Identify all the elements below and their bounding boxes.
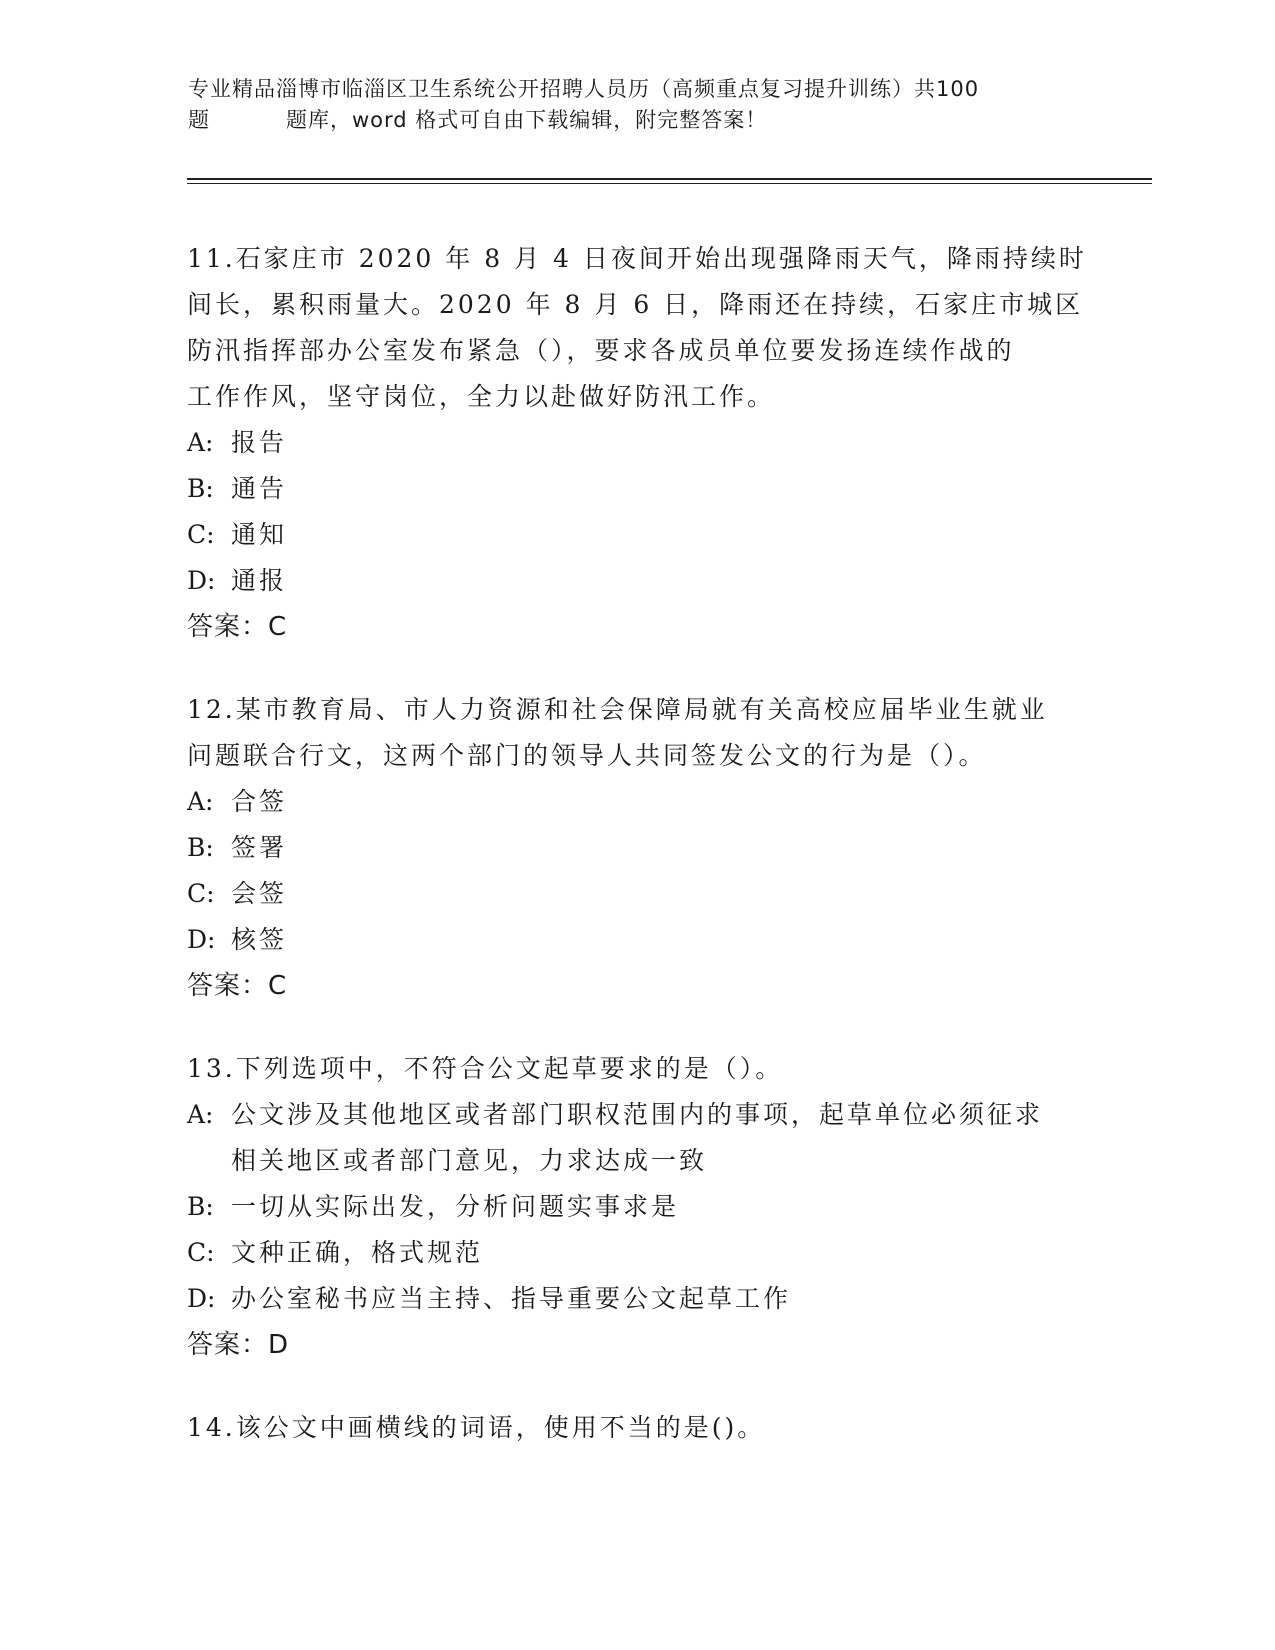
question-stem-line: 防汛指挥部办公室发布紧急（），要求各成员单位要发扬连续作战的 bbox=[187, 336, 1015, 365]
option-text: 报告 bbox=[231, 428, 288, 457]
option-text: 相关地区或者部门意见，力求达成一致 bbox=[231, 1146, 708, 1175]
option-letter: B: bbox=[187, 833, 214, 862]
answer-key: 答案：C bbox=[187, 971, 288, 1001]
answer-key: 答案：D bbox=[187, 1330, 290, 1360]
header-gap bbox=[210, 105, 286, 136]
answer-option bbox=[187, 466, 1087, 512]
answer-option bbox=[187, 779, 1087, 825]
answer-option bbox=[187, 871, 1087, 917]
question-stem-line: 问题联合行文，这两个部门的领导人共同签发公文的行为是（）。 bbox=[187, 741, 987, 770]
question-stem-line: 13.下列选项中，不符合公文起草要求的是（）。 bbox=[187, 1054, 784, 1083]
option-letter: D: bbox=[187, 925, 216, 954]
answer-key: 答案：C bbox=[187, 612, 288, 642]
question-block bbox=[187, 1046, 1087, 1368]
question-stem-line: 14.该公文中画横线的词语，使用不当的是()。 bbox=[187, 1413, 766, 1442]
option-letter: C: bbox=[187, 520, 215, 549]
option-letter: B: bbox=[187, 1192, 214, 1221]
option-letter: D: bbox=[187, 1284, 216, 1313]
question-block bbox=[187, 687, 1087, 1009]
option-letter: A: bbox=[187, 428, 214, 457]
answer-option bbox=[187, 1276, 1087, 1322]
option-text: 一切从实际出发，分析问题实事求是 bbox=[231, 1192, 680, 1221]
answer-option bbox=[187, 1184, 1087, 1230]
question-block bbox=[187, 1405, 1087, 1451]
option-text: 办公室秘书应当主持、指导重要公文起草工作 bbox=[231, 1284, 792, 1313]
header-title-line-2-right: 题库，word 格式可自由下载编辑，附完整答案！ bbox=[286, 108, 768, 132]
option-text: 合签 bbox=[231, 787, 288, 816]
answer-option bbox=[187, 1138, 1087, 1184]
option-letter: B: bbox=[187, 474, 214, 503]
option-letter: A: bbox=[187, 787, 214, 816]
header-divider-thick bbox=[187, 178, 1152, 180]
header-title-line-1: 专业精品淄博市临淄区卫生系统公开招聘人员历（高频重点复习提升训练）共100 bbox=[188, 77, 980, 101]
question-block bbox=[187, 236, 1087, 650]
option-letter: C: bbox=[187, 879, 215, 908]
option-letter: A: bbox=[187, 1100, 214, 1129]
header-title-line-2-left: 题 bbox=[188, 108, 210, 132]
question-stem-line: 11.石家庄市 2020 年 8 月 4 日夜间开始出现强降雨天气，降雨持续时 bbox=[187, 244, 1087, 273]
question-stem-line: 间长，累积雨量大。2020 年 8 月 6 日，降雨还在持续，石家庄市城区 bbox=[187, 290, 1084, 319]
option-text: 会签 bbox=[231, 879, 288, 908]
option-text: 通知 bbox=[231, 520, 288, 549]
option-text: 文种正确，格式规范 bbox=[231, 1238, 484, 1267]
option-text: 通告 bbox=[231, 474, 288, 503]
question-stem-line: 12.某市教育局、市人力资源和社会保障局就有关高校应届毕业生就业 bbox=[187, 695, 1048, 724]
answer-option bbox=[187, 1230, 1087, 1276]
option-text: 核签 bbox=[231, 925, 288, 954]
answer-option bbox=[187, 917, 1087, 963]
answer-option bbox=[187, 558, 1087, 604]
question-stem-line: 工作作风，坚守岗位，全力以赴做好防汛工作。 bbox=[187, 382, 776, 411]
answer-option bbox=[187, 512, 1087, 558]
header-title-line-2 bbox=[188, 105, 1108, 136]
option-text: 公文涉及其他地区或者部门职权范围内的事项，起草单位必须征求 bbox=[231, 1100, 1044, 1129]
question-list bbox=[187, 236, 1087, 1488]
answer-option bbox=[187, 1092, 1087, 1138]
answer-option bbox=[187, 825, 1087, 871]
option-text: 签署 bbox=[231, 833, 288, 862]
option-letter: C: bbox=[187, 1238, 215, 1267]
header-divider-thin bbox=[187, 183, 1152, 184]
option-text: 通报 bbox=[231, 566, 288, 595]
answer-option bbox=[187, 420, 1087, 466]
option-letter: D: bbox=[187, 566, 216, 595]
document-header bbox=[188, 74, 1108, 136]
